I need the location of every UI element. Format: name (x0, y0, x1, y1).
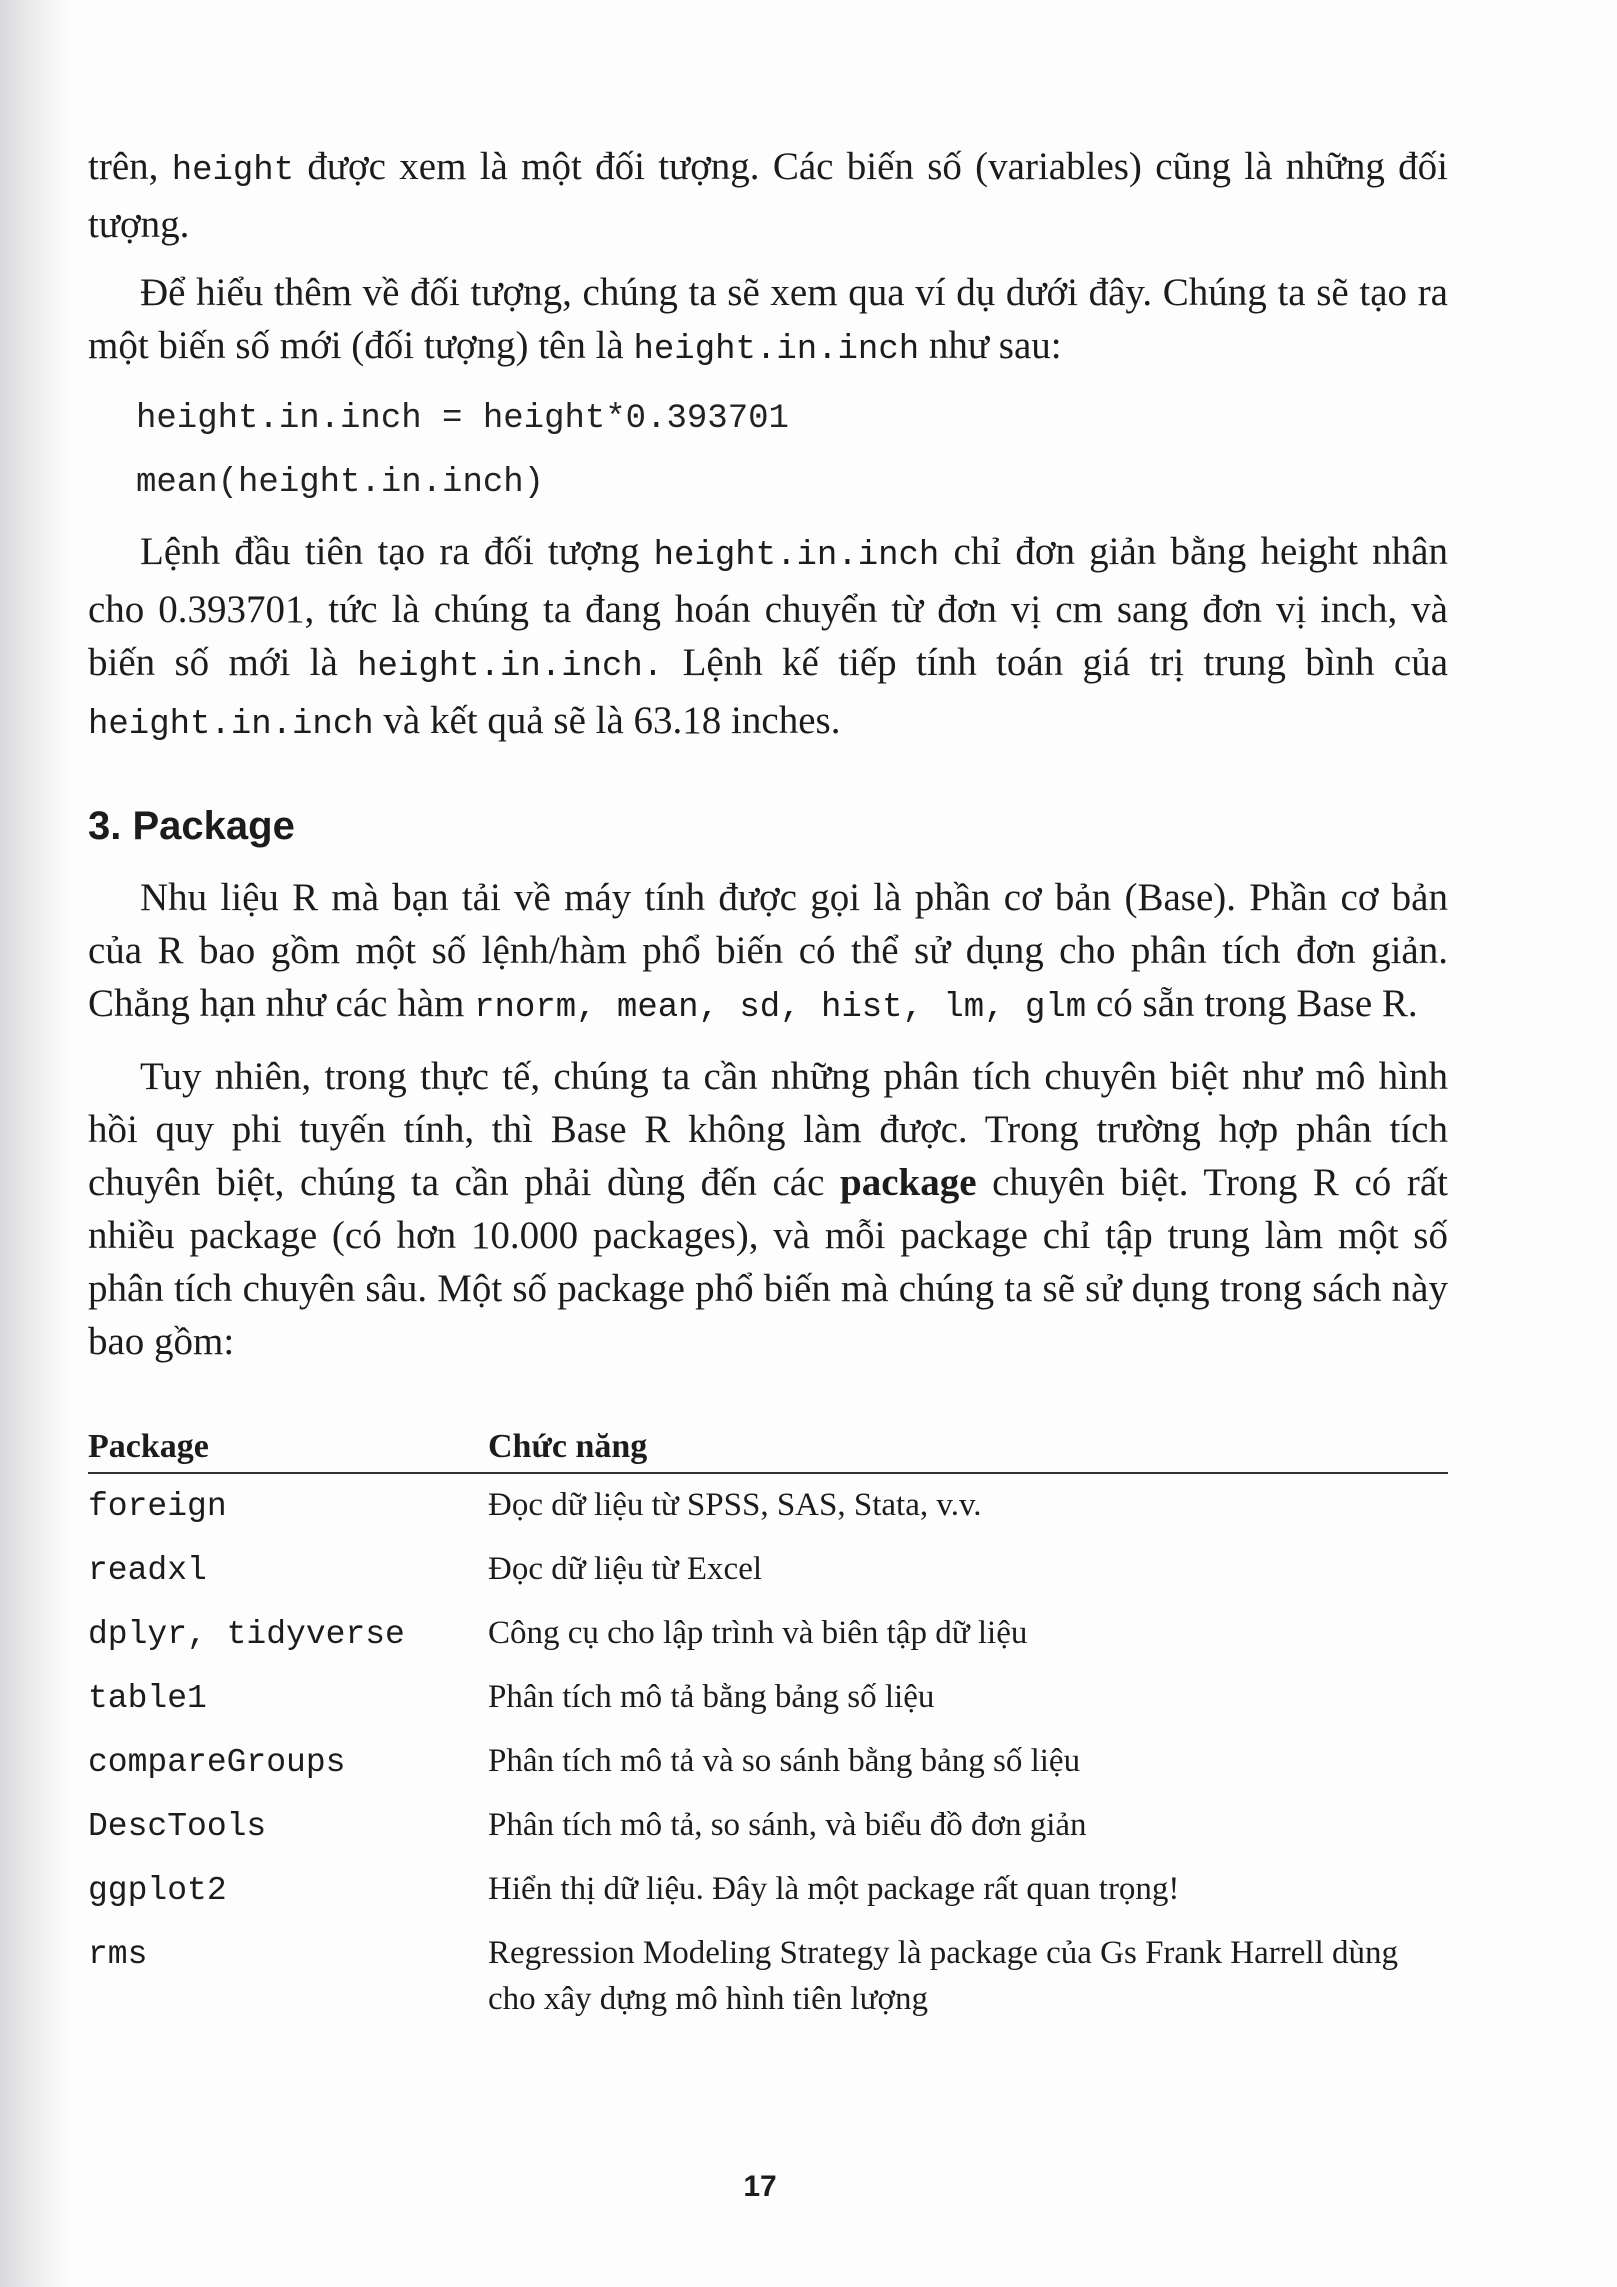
package-name: ggplot2 (88, 1872, 227, 1909)
paragraph-3 (88, 525, 1448, 752)
package-cell (88, 1473, 488, 1538)
table-row (88, 1538, 1448, 1602)
header-package: Package (88, 1428, 488, 1473)
function-cell: Đọc dữ liệu từ SPSS, SAS, Stata, v.v. (488, 1487, 982, 1523)
function-cell: Phân tích mô tả, so sánh, và biểu đồ đơn giản (488, 1807, 1087, 1843)
package-name: rms (88, 1936, 148, 1973)
inline-code: rnorm, mean, sd, hist, lm, glm (474, 989, 1087, 1027)
inline-code: height.in.inch (88, 706, 374, 744)
page-number: 17 (743, 2170, 777, 2203)
table-row (88, 1473, 1448, 1538)
table-row (88, 1922, 1448, 2030)
package-name: compareGroups (88, 1744, 346, 1781)
text: như sau: (919, 324, 1062, 367)
package-cell (88, 1666, 488, 1730)
package-name: dplyr, tidyverse (88, 1616, 405, 1653)
header-function: Chức năng (488, 1428, 1448, 1473)
text: chuyên biệt. Trong R có rất nhiều package (có hơn 10.000 packages), và mỗi package chỉ tập trung làm một số phân tích chuyên sâu. Một số package phổ biến mà chúng ta sẽ sử dụng trong sách này bao gồm: (88, 1161, 1448, 1363)
table-row (88, 1730, 1448, 1794)
package-name: foreign (88, 1488, 227, 1525)
text: trên, (88, 145, 172, 188)
code-line-2: mean(height.in.inch) (136, 464, 545, 502)
paragraph-4 (88, 871, 1448, 1035)
table-header-row (88, 1428, 1448, 1473)
section-heading: 3. Package (88, 804, 295, 848)
table-row (88, 1794, 1448, 1858)
inline-code: height.in.inch (633, 331, 920, 369)
function-cell: Hiển thị dữ liệu. Đây là một package rất quan trọng! (488, 1871, 1180, 1907)
function-cell: Công cụ cho lập trình và biên tập dữ liệu (488, 1615, 1028, 1651)
table-row (88, 1858, 1448, 1922)
text: có sẵn trong Base R. (1086, 982, 1418, 1025)
function-cell: Đọc dữ liệu từ Excel (488, 1551, 763, 1587)
inline-code: height.in.inch. (357, 648, 664, 686)
text: Nhu liệu R mà bạn tải về máy tính được gọi là phần cơ bản (Base). Phần cơ bản của R bao gồm một số lệnh/hàm phổ biến có thể sử dụng cho phân tích đơn giản. Chẳng hạn như các hàm (88, 876, 1448, 1025)
paragraph-1 (88, 140, 1448, 251)
page-content (88, 140, 1448, 2030)
table-row (88, 1602, 1448, 1666)
paragraph-5 (88, 1050, 1448, 1368)
package-cell (88, 1730, 488, 1794)
paragraph-2 (88, 266, 1448, 377)
code-block (136, 387, 1448, 515)
code-line-1: height.in.inch = height*0.393701 (136, 400, 789, 438)
table-row (88, 1666, 1448, 1730)
package-cell (88, 1858, 488, 1922)
package-cell (88, 1794, 488, 1858)
text: Để hiểu thêm về đối tượng, chúng ta sẽ xem qua ví dụ dưới đây. Chúng ta sẽ tạo ra một biến số mới (đối tượng) tên là (88, 271, 1448, 367)
inline-code: height.in.inch (653, 537, 940, 575)
text: chỉ đơn giản bằng height nhân cho 0.393701, tức là chúng ta đang hoán chuyển từ đơn vị cm sang đơn vị inch, và biến số mới là (88, 530, 1448, 684)
package-name: DescTools (88, 1808, 267, 1845)
package-name: readxl (88, 1552, 207, 1589)
function-cell: Phân tích mô tả bằng bảng số liệu (488, 1679, 935, 1715)
binding-shadow (0, 0, 70, 2287)
package-table (88, 1428, 1448, 2030)
package-name: table1 (88, 1680, 207, 1717)
function-cell: Phân tích mô tả và so sánh bằng bảng số liệu (488, 1743, 1081, 1779)
text: Lệnh đầu tiên tạo ra đối tượng (140, 530, 654, 573)
bold-term: package (840, 1161, 977, 1204)
package-cell (88, 1602, 488, 1666)
text: Tuy nhiên, trong thực tế, chúng ta cần những phân tích chuyên biệt như mô hình hồi quy phi tuyến tính, thì Base R không làm được. Trong trường hợp phân tích chuyên biệt, chúng ta cần phải dùng đến các (88, 1055, 1448, 1204)
text: Lệnh kế tiếp tính toán giá trị trung bình của (663, 641, 1449, 684)
inline-code: height (171, 152, 295, 190)
function-cell: Regression Modeling Strategy là package của Gs Frank Harrell dùng cho xây dựng mô hình tiên lượng (488, 1935, 1398, 2017)
package-cell (88, 1538, 488, 1602)
text: và kết quả sẽ là 63.18 inches. (373, 699, 841, 742)
package-cell (88, 1922, 488, 2030)
text: được xem là một đối tượng. Các biến số (variables) cũng là những đối tượng. (88, 145, 1449, 246)
